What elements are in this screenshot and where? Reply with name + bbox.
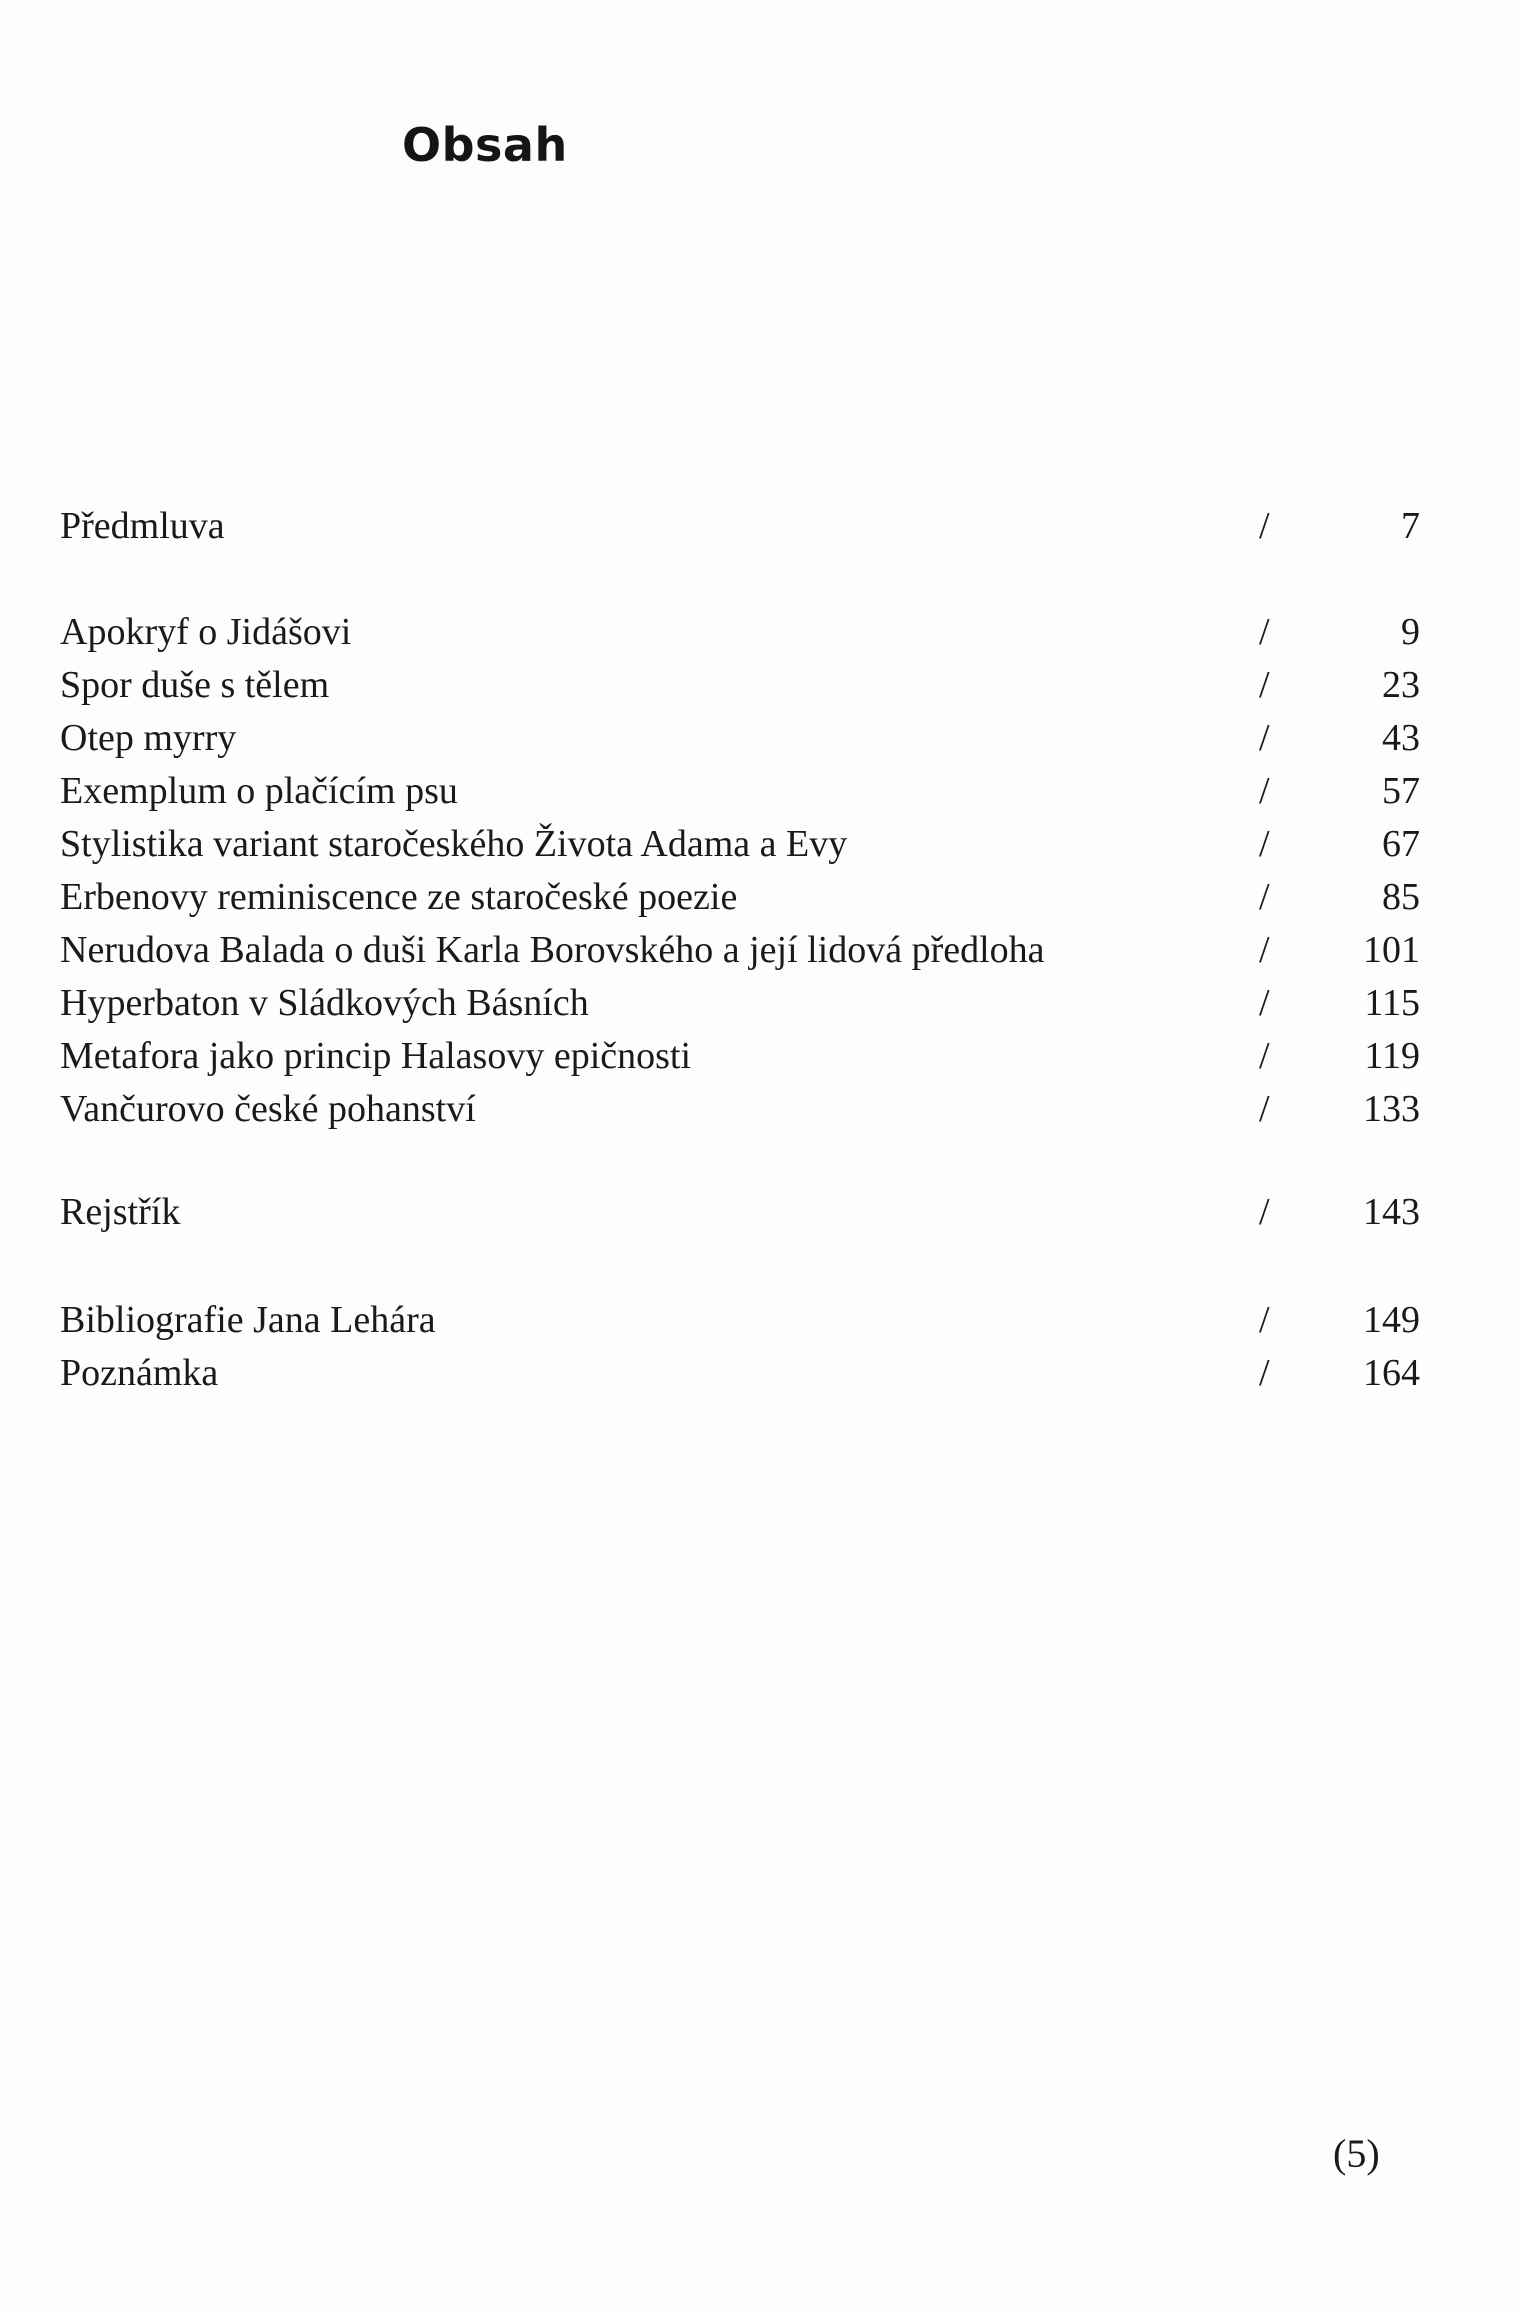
toc-entry-separator: /	[1259, 505, 1270, 547]
toc-entry-separator: /	[1259, 664, 1270, 706]
toc-entry-label: Otep myrry	[60, 717, 237, 759]
toc-entry[interactable]	[60, 871, 1420, 924]
toc-entry-page: 149	[1363, 1299, 1420, 1341]
page-title: Obsah	[402, 118, 568, 172]
toc-entry-separator: /	[1259, 611, 1270, 653]
toc-entry-page: 85	[1382, 876, 1420, 918]
toc-entry-page: 133	[1363, 1088, 1420, 1130]
toc-entry-label: Stylistika variant staročeského Života Adama a Evy	[60, 823, 848, 865]
toc-group-index	[60, 1186, 1420, 1239]
toc-entry-label: Exemplum o plačícím psu	[60, 770, 458, 812]
toc-entry[interactable]	[60, 1186, 1420, 1239]
toc-entry-page: 143	[1363, 1191, 1420, 1233]
toc-entry[interactable]	[60, 712, 1420, 765]
toc-group-studies	[60, 606, 1420, 1136]
toc-entry-page: 23	[1382, 664, 1420, 706]
page-number: (5)	[1333, 2131, 1380, 2176]
toc-entry-label: Bibliografie Jana Lehára	[60, 1299, 436, 1341]
toc-entry-page: 101	[1363, 929, 1420, 971]
toc-entry-label: Rejstřík	[60, 1191, 181, 1233]
toc-entry-separator: /	[1259, 717, 1270, 759]
toc-entry[interactable]	[60, 606, 1420, 659]
toc-entry-separator: /	[1259, 1088, 1270, 1130]
toc-entry-page: 7	[1401, 505, 1420, 547]
toc-entry-page: 9	[1401, 611, 1420, 653]
toc-entry[interactable]	[60, 500, 1420, 553]
toc-entry-label: Vančurovo české pohanství	[60, 1088, 476, 1130]
toc-entry-separator: /	[1259, 1352, 1270, 1394]
toc-entry-page: 115	[1364, 982, 1420, 1024]
toc-entry-label: Apokryf o Jidášovi	[60, 611, 352, 653]
toc-entry-page: 57	[1382, 770, 1420, 812]
toc-entry-page: 43	[1382, 717, 1420, 759]
toc-entry-separator: /	[1259, 1191, 1270, 1233]
toc-entry-label: Spor duše s tělem	[60, 664, 330, 706]
toc-entry-separator: /	[1259, 982, 1270, 1024]
toc-entry-page: 67	[1382, 823, 1420, 865]
toc-entry-separator: /	[1259, 876, 1270, 918]
toc-entry-separator: /	[1259, 929, 1270, 971]
toc-entry[interactable]	[60, 765, 1420, 818]
toc-group-appendix	[60, 1294, 1420, 1400]
toc-entry[interactable]	[60, 1347, 1420, 1400]
toc-entry-label: Nerudova Balada o duši Karla Borovského a její lidová předloha	[60, 929, 1045, 971]
toc-entry-page: 164	[1363, 1352, 1420, 1394]
toc-entry-separator: /	[1259, 770, 1270, 812]
toc-entry-label: Metafora jako princip Halasovy epičnosti	[60, 1035, 692, 1077]
toc-entry[interactable]	[60, 1030, 1420, 1083]
toc-entry[interactable]	[60, 977, 1420, 1030]
toc-entry[interactable]	[60, 818, 1420, 871]
toc-entry[interactable]	[60, 1083, 1420, 1136]
toc-entry-label: Předmluva	[60, 505, 225, 547]
toc-entry-label: Erbenovy reminiscence ze staročeské poezie	[60, 876, 738, 918]
toc-entry-separator: /	[1259, 1035, 1270, 1077]
toc-entry-label: Hyperbaton v Sládkových Básních	[60, 982, 589, 1024]
toc-entry-page: 119	[1364, 1035, 1420, 1077]
toc-entry-separator: /	[1259, 823, 1270, 865]
toc-entry[interactable]	[60, 659, 1420, 712]
toc-entry-separator: /	[1259, 1299, 1270, 1341]
toc-group-preface	[60, 500, 1420, 553]
toc-entry[interactable]	[60, 1294, 1420, 1347]
toc-entry[interactable]	[60, 924, 1420, 977]
toc-entry-label: Poznámka	[60, 1352, 219, 1394]
